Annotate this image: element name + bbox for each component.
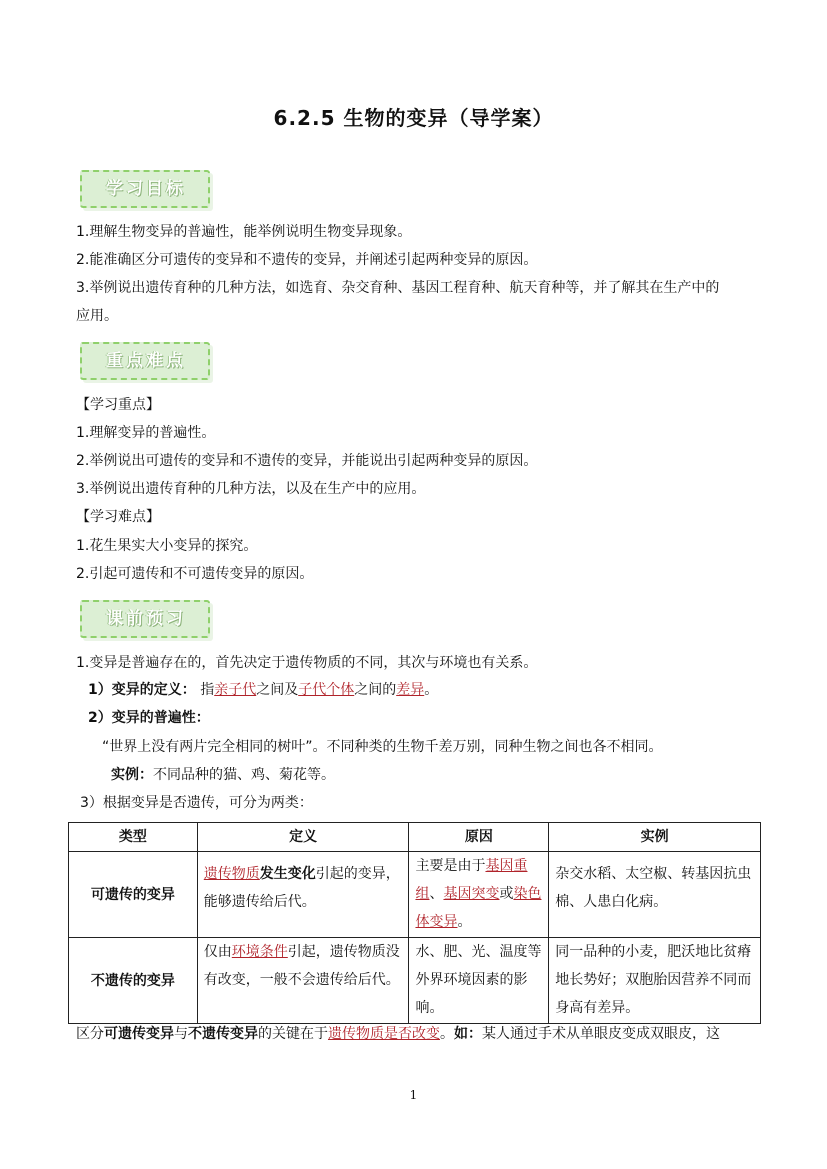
section-badge-preview: 课前预习 [80, 600, 210, 638]
header-cause: 原因 [409, 823, 549, 852]
header-type: 类型 [69, 823, 198, 852]
focus-header: 【学习重点】 [76, 397, 160, 413]
definition-text: 之间及 [256, 682, 299, 698]
variation-table [68, 822, 761, 1024]
difficulty-item-2: 2.引起可遗传和不可遗传变异的原因。 [76, 566, 314, 582]
row-type-heritable: 可遗传的变异 [69, 852, 198, 938]
objective-2: 2.能准确区分可遗传的变异和不遗传的变异，并阐述引起两种变异的原因。 [76, 252, 538, 268]
term-parent-offspring: 亲子代 [214, 682, 257, 698]
term-chromosome-variation: 染色体变异 [415, 886, 542, 930]
example-label: 如： [454, 1026, 482, 1042]
variation-definition [88, 680, 438, 700]
universality-text: “世界上没有两片完全相同的树叶”。不同种类的生物千差万别，同种生物之间也各不相同。 [102, 739, 663, 755]
term-heritable: 可遗传变异 [104, 1026, 174, 1042]
row-definition-nonheritable [197, 938, 409, 1024]
term-recombination: 基因重组 [415, 858, 528, 902]
definition-text: 引起，遗传物质没有改变，一般不会遗传给后代。 [203, 944, 400, 988]
key-distinction-line [76, 1024, 720, 1044]
definition-text: 仅由 [203, 944, 232, 960]
distinction-text: 与 [174, 1026, 188, 1042]
cause-text: 、 [429, 886, 444, 902]
preview-paragraph-1: 1.变异是普遍存在的，首先决定于遗传物质的不同，其次与环境也有关系。 [76, 655, 538, 671]
difficulty-item-1: 1.花生果实大小变异的探究。 [76, 538, 258, 554]
term-offspring-individuals: 子代个体 [298, 682, 355, 698]
row-cause-heritable [409, 852, 549, 938]
header-definition: 定义 [197, 823, 409, 852]
row-cause-nonheritable: 水、肥、光、温度等外界环境因素的影响。 [409, 938, 549, 1024]
term-environment: 环境条件 [231, 944, 288, 960]
page-title: 6.2.5 生物的变异（导学案） [273, 106, 554, 130]
table-row [69, 852, 761, 938]
cause-text: 主要是由于 [415, 858, 486, 874]
objective-1: 1.理解生物变异的普遍性，能举例说明生物变异现象。 [76, 224, 412, 240]
term-material-change: 遗传物质是否改变 [328, 1026, 440, 1042]
row-example-heritable: 杂交水稻、太空椒、转基因抗虫棉、人患白化病。 [549, 852, 761, 938]
header-example: 实例 [549, 823, 761, 852]
row-type-nonheritable: 不遗传的变异 [69, 938, 198, 1024]
focus-item-3: 3.举例说出遗传育种的几种方法，以及在生产中的应用。 [76, 481, 426, 497]
examples-text: 不同品种的猫、鸡、菊花等。 [153, 767, 335, 783]
term-nonheritable: 不遗传变异 [188, 1026, 258, 1042]
cause-text: 或 [499, 886, 514, 902]
row-definition-heritable [197, 852, 409, 938]
definition-label: 1）变异的定义： [88, 682, 196, 698]
term-mutation: 基因突变 [443, 886, 500, 902]
distinction-text: 某人通过手术从单眼皮变成双眼皮，这 [482, 1026, 720, 1042]
row-example-nonheritable: 同一品种的小麦，肥沃地比贫瘠地长势好；双胞胎因营养不同而身高有差异。 [549, 938, 761, 1024]
focus-item-1: 1.理解变异的普遍性。 [76, 425, 216, 441]
term-genetic-material: 遗传物质 [203, 866, 260, 882]
examples-label: 实例： [111, 767, 153, 783]
term-changes: 发生变化 [259, 866, 316, 882]
definition-text: 之间的 [354, 682, 397, 698]
distinction-text: 。 [440, 1026, 454, 1042]
universality-label: 2）变异的普遍性： [88, 710, 210, 726]
distinction-text: 区分 [76, 1026, 104, 1042]
difficulty-header: 【学习难点】 [76, 509, 160, 525]
distinction-text: 的关键在于 [258, 1026, 328, 1042]
table-header-row [69, 823, 761, 852]
section-badge-keypoints: 重点难点 [80, 342, 210, 380]
examples-line [111, 765, 335, 785]
section-badge-objectives: 学习目标 [80, 170, 210, 208]
classification-line: 3）根据变异是否遗传，可分为两类： [80, 795, 313, 811]
objective-3-cont: 应用。 [76, 308, 118, 324]
table-row [69, 938, 761, 1024]
cause-text: 。 [457, 914, 472, 930]
term-difference: 差异 [396, 682, 425, 698]
definition-text: 指 [195, 682, 215, 698]
objective-3: 3.举例说出遗传育种的几种方法，如选育、杂交育种、基因工程育种、航天育种等，并了解其在生产中的 [76, 280, 720, 296]
page-number: 1 [409, 1088, 418, 1102]
definition-text: 。 [424, 682, 439, 698]
definition-text: 引起的变异，能够遗传给后代。 [203, 866, 400, 910]
focus-item-2: 2.举例说出可遗传的变异和不遗传的变异，并能说出引起两种变异的原因。 [76, 453, 538, 469]
